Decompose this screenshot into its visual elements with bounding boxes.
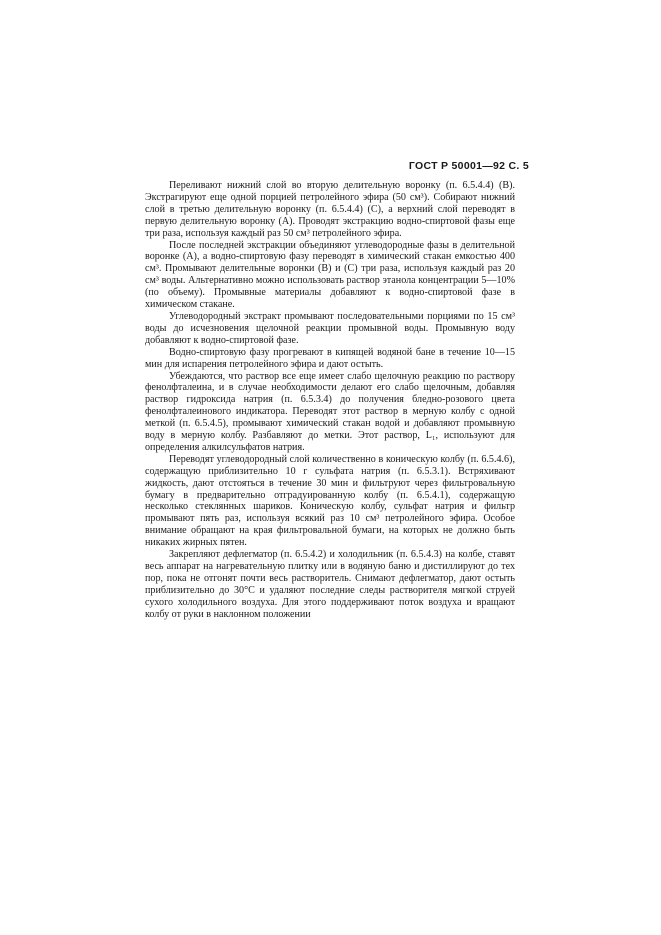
paragraph: Углеводородный экстракт промывают последовательными порциями по 15 см³ воды до исчезновения щелочной реакции промывной воды. Промывную воду добавляют к водно-спиртовой фазе. (145, 310, 515, 346)
paragraph: Переводят углеводородный слой количественно в коническую колбу (п. 6.5.4.6), содержащую приблизительно 10 г сульфата натрия (п. 6.5.3.1). Встряхивают жидкость, дают отстояться в течение 30 мин и фильтруют через фильтровальную бумагу в предварительно отградуированную колбу (п. 6.5.4.1), содержащую несколько стеклянных шариков. Коническую колбу, сульфат натрия и фильтр промывают пять раз, используя всякий раз 10 см³ петролейного эфира. Особое внимание обращают на края фильтровальной бумаги, на которых не должно быть никаких жирных пятен. (145, 453, 515, 549)
running-head: ГОСТ Р 50001—92 С. 5 (408, 160, 529, 172)
paragraph: Переливают нижний слой во вторую делительную воронку (п. 6.5.4.4) (В). Экстрагируют еще одной порцией петролейного эфира (50 см³). Собирают нижний слой в третью делительную воронку (п. 6.5.4.4) (С), а верхний слой переводят в первую делительную воронку (А). Проводят экстракцию водно-спиртовой фазы еще три раза, используя каждый раз 50 см³ петролейного эфира. (145, 180, 515, 239)
paragraph: Закрепляют дефлегматор (п. 6.5.4.2) и холодильник (п. 6.5.4.3) на колбе, ставят весь аппарат на нагревательную плитку или в водяную баню и дистиллируют до тех пор, пока не отгонят почти весь растворитель. Снимают дефлегматор, дают остыть приблизительно до 30°С и удаляют последние следы растворителя мягкой струей сухого холодильного воздуха. Для этого поддерживают поток воздуха и вращают колбу от руки в наклонном положении (145, 549, 515, 620)
paragraph: После последней экстракции объединяют углеводородные фазы в делительной воронке (А), а водно-спиртовую фазу переводят в химический стакан емкостью 400 см³. Промывают делительные воронки (В) и (С) три раза, используя каждый раз 20 см³ воды. Альтернативно можно использовать раствор этанола концентрации 5—10% (по объему). Промывные материалы добавляют к водно-спиртовой фазе в химическом стакане. (145, 239, 515, 311)
body-text (145, 180, 515, 621)
paragraph: Убеждаются, что раствор все еще имеет слабо щелочную реакцию по раствору фенолфталеина, и в случае необходимости делают его слабо щелочным, добавляя раствор гидроксида натрия (п. 6.5.3.4) до получения бледно-розового цвета фенолфталеинового индикатора. Переводят этот раствор в мерную колбу с одной меткой (п. 6.5.4.5), промывают химический стакан водой и добавляют промывную воду в мерную колбу. Разбавляют до метки. Этот раствор, L₁, используют для определения алкилсульфатов натрия. (145, 370, 515, 453)
paragraph: Водно-спиртовую фазу прогревают в кипящей водяной бане в течение 10—15 мин для испарения петролейного эфира и дают остыть. (145, 346, 515, 370)
